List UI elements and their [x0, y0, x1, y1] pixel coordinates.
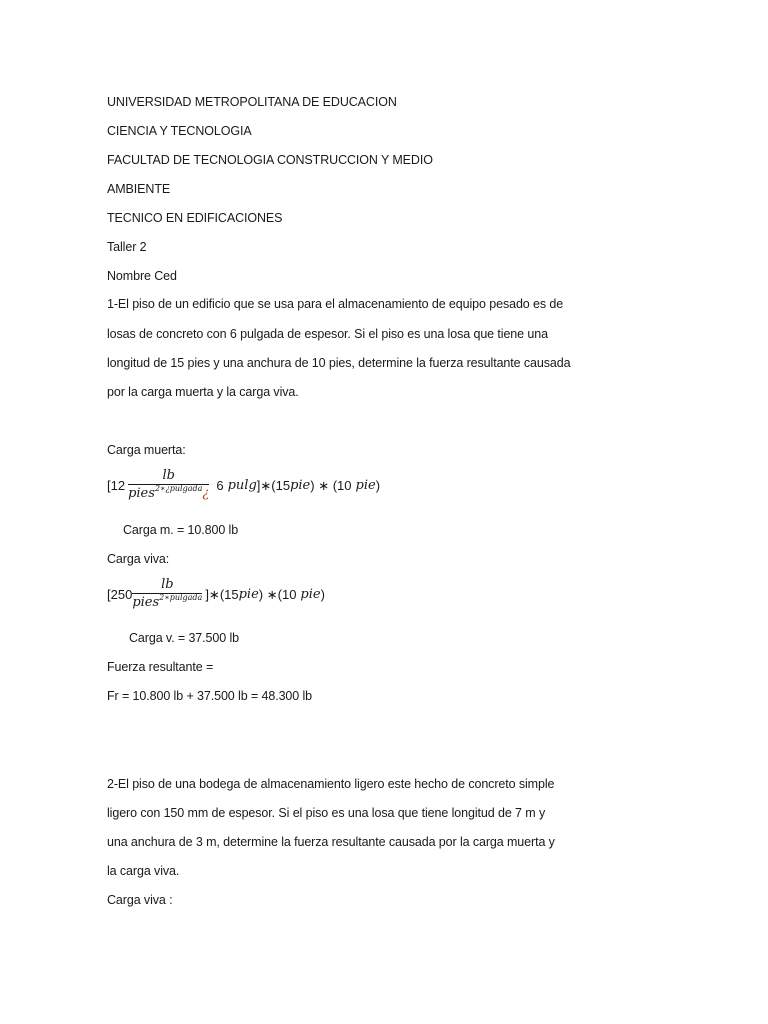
- science-tech-line: CIENCIA Y TECNOLOGIA: [107, 124, 252, 138]
- dead-formula-open: [12: [107, 478, 126, 493]
- dead-formula-unit: pulg: [227, 478, 257, 493]
- dead-formula-numerator: lb: [162, 468, 175, 483]
- resultant-value: Fr = 10.800 lb + 37.500 lb = 48.300 lb: [107, 689, 313, 703]
- problem1-text-1: 1-El piso de un edificio que se usa para el almacenamiento de equipo pesado es de: [107, 297, 564, 311]
- resultant-label: Fuerza resultante =: [107, 660, 214, 674]
- live-formula-open: [250: [107, 587, 133, 602]
- dead-formula-fraction: [128, 468, 209, 503]
- faculty-line: FACULTAD DE TECNOLOGIA CONSTRUCCION Y MEDIO: [107, 153, 433, 167]
- problem2-text-3: una anchura de 3 m, determine la fuerza resultante causada por la carga muerta y: [107, 835, 555, 849]
- dead-formula-close: ): [375, 478, 381, 493]
- live-formula-pie-1: pie: [238, 587, 259, 602]
- live-load-label: Carga viva:: [107, 552, 170, 566]
- dead-formula-length: ]∗(15: [256, 477, 291, 493]
- live-formula-width: ) ∗(10: [258, 586, 297, 602]
- problem2-text-1: 2-El piso de una bodega de almacenamiento ligero este hecho de concreto simple: [107, 777, 555, 791]
- live-formula-close: ): [320, 587, 325, 602]
- faculty-line-cont: AMBIENTE: [107, 182, 171, 196]
- live-formula-numerator: lb: [161, 577, 174, 592]
- problem2-text-2: ligero con 150 mm de espesor. Si el piso es una losa que tiene longitud de 7 m y: [107, 806, 546, 820]
- university-name: UNIVERSIDAD METROPOLITANA DE EDUCACION: [107, 95, 397, 109]
- dead-load-label: Carga muerta:: [107, 443, 186, 457]
- denominator-exponent: 2∗pulgada: [159, 593, 203, 602]
- problem1-text-2: losas de concreto con 6 pulgada de espesor. Si el piso es una losa que tiene una: [107, 327, 548, 341]
- problem1-text-3: longitud de 15 pies y una anchura de 10 pies, determine la fuerza resultante causada: [107, 356, 571, 370]
- dead-formula-pie-1: pie: [290, 478, 311, 493]
- live-formula-denominator: [132, 594, 202, 612]
- name-id-line: Nombre Ced: [107, 269, 177, 283]
- problem1-text-4: por la carga muerta y la carga viva.: [107, 385, 299, 399]
- dead-formula-width: ) ∗ (10: [310, 477, 352, 493]
- live-load-formula: [107, 577, 325, 612]
- denominator-base: pies: [128, 486, 155, 501]
- missing-char-mark: ¿: [202, 486, 210, 501]
- denominator-base: pies: [132, 595, 160, 610]
- dead-formula-denominator: [128, 485, 209, 503]
- live-formula-fraction: [132, 577, 202, 612]
- problem2-text-4: la carga viva.: [107, 864, 180, 878]
- dead-formula-thickness: 6: [216, 478, 224, 493]
- dead-load-formula: [107, 468, 380, 503]
- live-formula-pie-2: pie: [300, 587, 321, 602]
- program-line: TECNICO EN EDIFICACIONES: [107, 211, 283, 225]
- workshop-title: Taller 2: [107, 240, 147, 254]
- live-formula-length: ]∗(15: [205, 586, 239, 602]
- problem2-live-load-label: Carga viva :: [107, 893, 173, 907]
- dead-formula-pie-2: pie: [355, 478, 376, 493]
- live-load-result: Carga v. = 37.500 lb: [129, 631, 239, 645]
- denominator-exponent: 2∗¿pulgada: [154, 484, 203, 493]
- dead-load-result: Carga m. = 10.800 lb: [123, 523, 239, 537]
